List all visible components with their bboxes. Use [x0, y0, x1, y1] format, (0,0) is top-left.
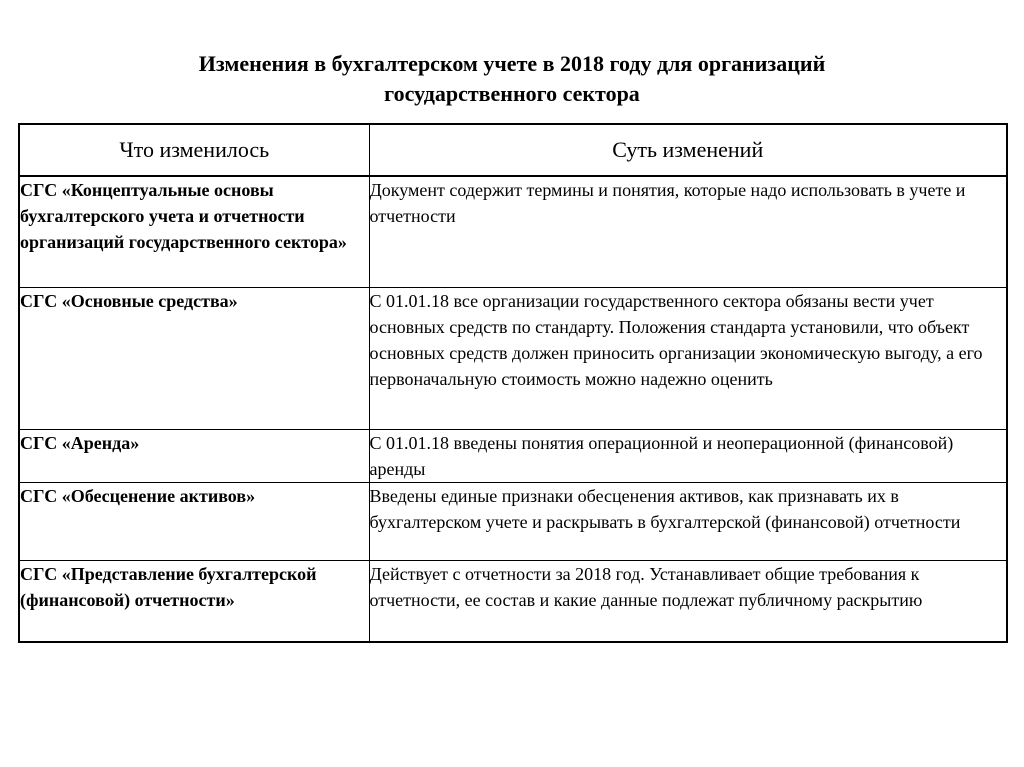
- page-title-line-2: государственного сектора: [384, 81, 640, 106]
- standard-name-cell: СГС «Аренда»: [19, 430, 369, 483]
- change-description-cell: Действует с отчетности за 2018 год. Устанавливает общие требования к отчетности, ее состав и какие данные подлежат публичному раскрытию: [369, 561, 1007, 643]
- standard-name-cell: СГС «Представление бухгалтерской (финансовой) отчетности»: [19, 561, 369, 643]
- change-description-cell: Документ содержит термины и понятия, которые надо использовать в учете и отчетности: [369, 176, 1007, 288]
- standard-name-cell: СГС «Обесценение активов»: [19, 483, 369, 561]
- page-title: [0, 49, 1024, 109]
- standard-name-cell: СГС «Концептуальные основы бухгалтерского учета и отчетности организаций государственного сектора»: [19, 176, 369, 288]
- standard-name-cell: СГС «Основные средства»: [19, 288, 369, 430]
- column-header-essence: Суть изменений: [369, 124, 1007, 176]
- table-row: [19, 430, 1007, 483]
- change-description-cell: С 01.01.18 все организации государственного сектора обязаны вести учет основных средств по стандарту. Положения стандарта установили, что объект основных средств должен приносить организации экономическую выгоду, а его первоначальную стоимость можно надежно оценить: [369, 288, 1007, 430]
- changes-table: [18, 123, 1008, 643]
- change-description-cell: С 01.01.18 введены понятия операционной и неоперационной (финансовой) аренды: [369, 430, 1007, 483]
- change-description-cell: Введены единые признаки обесценения активов, как признавать их в бухгалтерском учете и раскрывать в бухгалтерской (финансовой) отчетности: [369, 483, 1007, 561]
- table-row: [19, 176, 1007, 288]
- page-title-line-1: Изменения в бухгалтерском учете в 2018 году для организаций: [198, 51, 826, 76]
- table-row: [19, 288, 1007, 430]
- column-header-what-changed: Что изменилось: [19, 124, 369, 176]
- table-row: [19, 561, 1007, 643]
- table-row: [19, 483, 1007, 561]
- table-header-row: [19, 124, 1007, 176]
